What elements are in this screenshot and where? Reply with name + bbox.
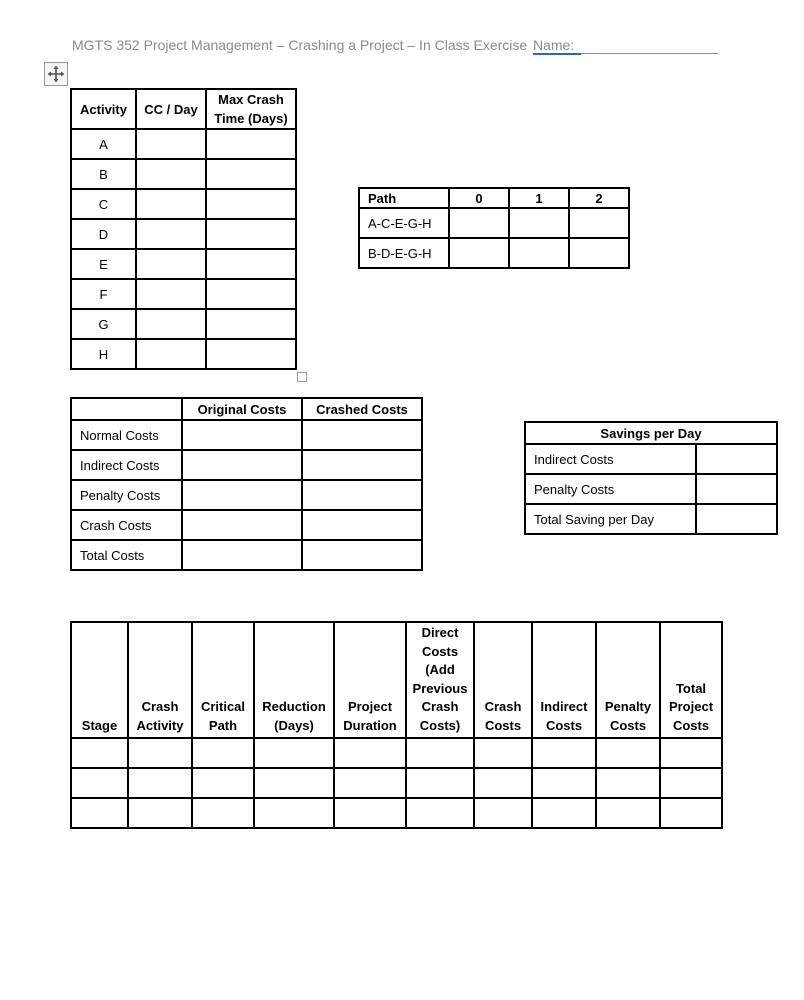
savings-label: Total Saving per Day <box>525 504 696 534</box>
cost-label: Penalty Costs <box>71 480 182 510</box>
stage-cell[interactable] <box>406 738 474 768</box>
stage-row <box>71 768 722 798</box>
cost-label: Normal Costs <box>71 420 182 450</box>
crashed-cost-cell[interactable] <box>302 420 422 450</box>
savings-row <box>525 474 777 504</box>
path-table <box>358 187 630 269</box>
name-field-cursor-underline <box>533 53 581 55</box>
crashed-cost-cell[interactable] <box>302 480 422 510</box>
activity-table-header-row <box>71 89 296 129</box>
stage-cell[interactable] <box>192 738 254 768</box>
stage-cell[interactable] <box>128 738 192 768</box>
activity-table <box>70 88 297 370</box>
path-duration-cell[interactable] <box>449 208 509 238</box>
stage-table-header-cell: Indirect Costs <box>532 622 596 738</box>
stage-cell[interactable] <box>128 798 192 828</box>
activity-label: G <box>71 309 136 339</box>
crashed-cost-cell[interactable] <box>302 510 422 540</box>
stage-cell[interactable] <box>71 798 128 828</box>
path-table-header-cell: 0 <box>449 188 509 208</box>
crashed-cost-cell[interactable] <box>302 540 422 570</box>
activity-row <box>71 219 296 249</box>
cc-per-day-cell[interactable] <box>136 309 206 339</box>
path-duration-cell[interactable] <box>569 238 629 268</box>
stage-cell[interactable] <box>192 798 254 828</box>
stage-cell[interactable] <box>660 798 722 828</box>
max-crash-time-cell[interactable] <box>206 339 296 369</box>
costs-row <box>71 510 422 540</box>
document-header: MGTS 352 Project Management – Crashing a Project – In Class Exercise <box>72 37 528 53</box>
original-cost-cell[interactable] <box>182 420 302 450</box>
stage-table-header-cell: Project Duration <box>334 622 406 738</box>
stage-table-header-cell: Reduction (Days) <box>254 622 334 738</box>
name-blank-line[interactable] <box>581 53 718 54</box>
path-table-header-row <box>359 188 629 208</box>
stage-cell[interactable] <box>532 738 596 768</box>
path-duration-cell[interactable] <box>509 208 569 238</box>
costs-table-header-cell: Crashed Costs <box>302 398 422 420</box>
costs-table-header-cell <box>71 398 182 420</box>
savings-table <box>524 421 778 535</box>
savings-label: Indirect Costs <box>525 444 696 474</box>
table-resize-handle[interactable] <box>297 372 307 382</box>
stage-cell[interactable] <box>532 768 596 798</box>
activity-label: B <box>71 159 136 189</box>
savings-label: Penalty Costs <box>525 474 696 504</box>
crashed-cost-cell[interactable] <box>302 450 422 480</box>
max-crash-time-cell[interactable] <box>206 279 296 309</box>
activity-row <box>71 189 296 219</box>
stage-cell[interactable] <box>660 738 722 768</box>
activity-row <box>71 279 296 309</box>
activity-label: C <box>71 189 136 219</box>
original-cost-cell[interactable] <box>182 540 302 570</box>
stage-row <box>71 738 722 768</box>
path-label: A-C-E-G-H <box>359 208 449 238</box>
path-duration-cell[interactable] <box>569 208 629 238</box>
activity-label: E <box>71 249 136 279</box>
activity-table-header-cell: Max Crash Time (Days) <box>206 89 296 129</box>
stage-cell[interactable] <box>192 768 254 798</box>
savings-table-header-row <box>525 422 777 444</box>
stage-cell[interactable] <box>254 768 334 798</box>
activity-row <box>71 309 296 339</box>
stage-cell[interactable] <box>596 738 660 768</box>
stage-cell[interactable] <box>334 798 406 828</box>
stage-cell[interactable] <box>128 768 192 798</box>
costs-row <box>71 540 422 570</box>
activity-label: D <box>71 219 136 249</box>
stage-cell[interactable] <box>254 798 334 828</box>
cc-per-day-cell[interactable] <box>136 189 206 219</box>
stage-cell[interactable] <box>474 738 532 768</box>
stage-cell[interactable] <box>406 798 474 828</box>
original-cost-cell[interactable] <box>182 480 302 510</box>
cc-per-day-cell[interactable] <box>136 159 206 189</box>
max-crash-time-cell[interactable] <box>206 219 296 249</box>
costs-row <box>71 480 422 510</box>
activity-table-header-cell: Activity <box>71 89 136 129</box>
cc-per-day-cell[interactable] <box>136 219 206 249</box>
name-label: Name: <box>533 37 575 53</box>
stage-table-header-cell: Penalty Costs <box>596 622 660 738</box>
activity-row <box>71 249 296 279</box>
savings-value-cell[interactable] <box>696 474 777 504</box>
costs-row <box>71 450 422 480</box>
savings-row <box>525 504 777 534</box>
max-crash-time-cell[interactable] <box>206 159 296 189</box>
original-cost-cell[interactable] <box>182 450 302 480</box>
savings-value-cell[interactable] <box>696 504 777 534</box>
stage-table-header-cell: Critical Path <box>192 622 254 738</box>
stage-cell[interactable] <box>406 768 474 798</box>
stage-cell[interactable] <box>254 738 334 768</box>
stage-table-header-cell: Stage <box>71 622 128 738</box>
stage-cell[interactable] <box>71 738 128 768</box>
activity-row <box>71 129 296 159</box>
path-table-header-cell: Path <box>359 188 449 208</box>
stage-cell[interactable] <box>474 798 532 828</box>
stage-table-header-row <box>71 622 722 738</box>
path-label: B-D-E-G-H <box>359 238 449 268</box>
stage-cell[interactable] <box>596 768 660 798</box>
stage-cell[interactable] <box>334 768 406 798</box>
savings-row <box>525 444 777 474</box>
path-duration-cell[interactable] <box>449 238 509 268</box>
cost-label: Crash Costs <box>71 510 182 540</box>
costs-table <box>70 397 423 571</box>
stage-row <box>71 798 722 828</box>
stage-cell[interactable] <box>474 768 532 798</box>
path-duration-cell[interactable] <box>509 238 569 268</box>
max-crash-time-cell[interactable] <box>206 249 296 279</box>
stage-cell[interactable] <box>596 798 660 828</box>
activity-row <box>71 159 296 189</box>
savings-table-title: Savings per Day <box>525 422 777 444</box>
max-crash-time-cell[interactable] <box>206 309 296 339</box>
stage-table-header-cell: Crash Costs <box>474 622 532 738</box>
path-table-header-cell: 2 <box>569 188 629 208</box>
stage-cell[interactable] <box>660 768 722 798</box>
activity-table-header-cell: CC / Day <box>136 89 206 129</box>
table-move-handle-icon[interactable] <box>44 62 68 86</box>
cost-label: Indirect Costs <box>71 450 182 480</box>
stage-table-header-cell: Total Project Costs <box>660 622 722 738</box>
costs-table-header-row <box>71 398 422 420</box>
original-cost-cell[interactable] <box>182 510 302 540</box>
stage-cell[interactable] <box>334 738 406 768</box>
stage-table-header-cell: Crash Activity <box>128 622 192 738</box>
cc-per-day-cell[interactable] <box>136 129 206 159</box>
path-row <box>359 238 629 268</box>
stage-table-header-cell: Direct Costs (Add Previous Crash Costs) <box>406 622 474 738</box>
max-crash-time-cell[interactable] <box>206 189 296 219</box>
activity-label: H <box>71 339 136 369</box>
path-table-header-cell: 1 <box>509 188 569 208</box>
activity-label: A <box>71 129 136 159</box>
path-row <box>359 208 629 238</box>
cc-per-day-cell[interactable] <box>136 249 206 279</box>
cc-per-day-cell[interactable] <box>136 339 206 369</box>
activity-label: F <box>71 279 136 309</box>
stage-cell[interactable] <box>71 768 128 798</box>
stage-table <box>70 621 723 829</box>
costs-table-header-cell: Original Costs <box>182 398 302 420</box>
max-crash-time-cell[interactable] <box>206 129 296 159</box>
costs-row <box>71 420 422 450</box>
cc-per-day-cell[interactable] <box>136 279 206 309</box>
cost-label: Total Costs <box>71 540 182 570</box>
activity-row <box>71 339 296 369</box>
stage-cell[interactable] <box>532 798 596 828</box>
savings-value-cell[interactable] <box>696 444 777 474</box>
